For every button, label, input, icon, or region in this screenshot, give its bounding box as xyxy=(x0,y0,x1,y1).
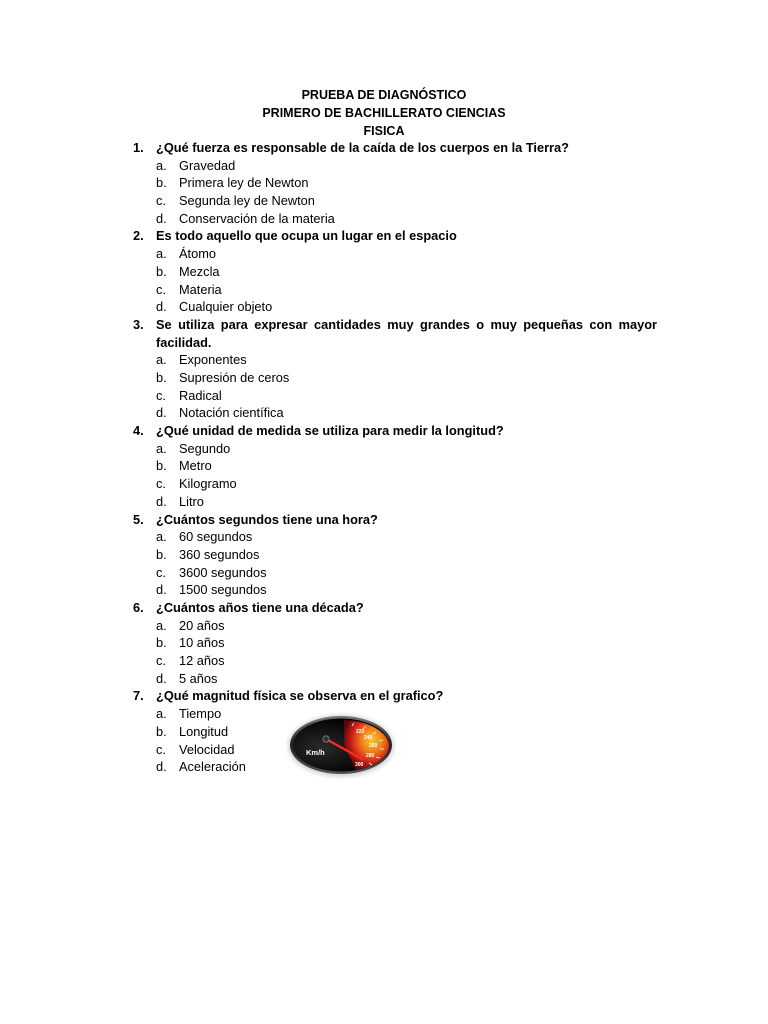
option-list xyxy=(156,440,657,511)
option-text: Supresión de ceros xyxy=(179,370,290,385)
option-item xyxy=(156,457,657,475)
option-item xyxy=(156,493,657,511)
option-text: Primera ley de Newton xyxy=(179,175,309,191)
option-letter: a. xyxy=(156,352,167,368)
tick-label-280: 280 xyxy=(366,753,375,759)
option-text: Tiempo xyxy=(179,706,222,722)
document-header xyxy=(0,86,768,140)
title-line-2: PRIMERO DE BACHILLERATO CIENCIAS xyxy=(262,106,506,120)
question-text: ¿Qué magnitud física se observa en el grafico? xyxy=(156,688,444,704)
question-number: 1. xyxy=(133,140,144,155)
option-letter: c. xyxy=(156,387,166,403)
question-text: ¿Qué fuerza es responsable de la caída de los cuerpos en la Tierra? xyxy=(156,140,569,155)
option-item xyxy=(156,157,657,175)
option-letter: a. xyxy=(156,440,167,456)
option-item xyxy=(156,758,657,776)
option-letter: b. xyxy=(156,635,167,651)
option-text: 1500 segundos xyxy=(179,582,267,598)
option-letter: c. xyxy=(156,741,166,757)
option-item xyxy=(156,263,657,281)
speedometer-hub xyxy=(323,736,329,742)
option-item xyxy=(156,192,657,210)
title-line-3: FISICA xyxy=(363,124,405,138)
option-text: Átomo xyxy=(179,246,216,262)
option-item xyxy=(156,404,657,422)
option-letter: d. xyxy=(156,299,167,315)
question-list xyxy=(133,139,657,776)
option-letter: c. xyxy=(156,564,166,580)
option-letter: b. xyxy=(156,175,167,191)
option-text: Litro xyxy=(179,493,204,509)
option-text: Velocidad xyxy=(179,741,235,757)
speedometer-image xyxy=(286,711,396,779)
option-item xyxy=(156,546,657,564)
option-list xyxy=(156,351,657,422)
option-item xyxy=(156,351,657,369)
option-letter: c. xyxy=(156,476,166,492)
question-number: 7. xyxy=(133,688,144,704)
option-item xyxy=(156,634,657,652)
option-item xyxy=(156,705,657,723)
option-text: Materia xyxy=(179,281,222,297)
question-3 xyxy=(133,316,657,422)
option-letter: a. xyxy=(156,706,167,722)
option-letter: c. xyxy=(156,281,166,297)
option-letter: c. xyxy=(156,193,166,209)
option-letter: d. xyxy=(156,582,167,598)
option-item xyxy=(156,281,657,299)
title-line-1: PRUEBA DE DIAGNÓSTICO xyxy=(301,88,467,102)
option-item xyxy=(156,298,657,316)
option-text: Aceleración xyxy=(179,759,246,775)
tick-label-240: 240 xyxy=(364,735,373,741)
option-text: Notación científica xyxy=(179,405,284,421)
option-text: 20 años xyxy=(179,617,225,633)
tick-label-260: 260 xyxy=(369,743,378,749)
option-letter: d. xyxy=(156,493,167,509)
option-item xyxy=(156,245,657,263)
option-letter: d. xyxy=(156,670,167,686)
option-text: Conservación de la materia xyxy=(179,210,335,226)
option-text: Segunda ley de Newton xyxy=(179,193,315,209)
tick-label-220: 220 xyxy=(356,729,365,735)
option-item xyxy=(156,174,657,192)
option-text: Exponentes xyxy=(179,352,247,368)
option-item xyxy=(156,670,657,688)
option-item xyxy=(156,387,657,405)
option-list xyxy=(156,617,657,688)
option-item xyxy=(156,652,657,670)
option-text: 12 años xyxy=(179,653,225,669)
question-number: 6. xyxy=(133,599,144,615)
option-letter: a. xyxy=(156,157,167,173)
question-text: ¿Cuántos segundos tiene una hora? xyxy=(156,511,378,527)
question-text: Es todo aquello que ocupa un lugar en el espacio xyxy=(156,228,457,244)
option-text: 3600 segundos xyxy=(179,564,267,580)
question-1 xyxy=(133,139,657,227)
option-item xyxy=(156,581,657,599)
option-letter: d. xyxy=(156,759,167,775)
option-text: Kilogramo xyxy=(179,476,237,492)
option-text: 360 segundos xyxy=(179,546,260,562)
question-2 xyxy=(133,227,657,315)
option-text: Segundo xyxy=(179,440,231,456)
option-list xyxy=(156,245,657,316)
option-letter: b. xyxy=(156,263,167,279)
option-item xyxy=(156,475,657,493)
option-item xyxy=(156,617,657,635)
option-item xyxy=(156,564,657,582)
question-text: ¿Cuántos años tiene una década? xyxy=(156,599,364,615)
option-letter: b. xyxy=(156,723,167,739)
option-item xyxy=(156,210,657,228)
option-item xyxy=(156,440,657,458)
option-text: Gravedad xyxy=(179,157,236,173)
option-item xyxy=(156,528,657,546)
option-text: 5 años xyxy=(179,670,218,686)
question-6 xyxy=(133,599,657,687)
option-letter: a. xyxy=(156,529,167,545)
question-number: 3. xyxy=(133,316,144,332)
question-number: 5. xyxy=(133,511,144,527)
option-letter: b. xyxy=(156,546,167,562)
option-letter: b. xyxy=(156,370,167,385)
tick-label-300: 300 xyxy=(355,762,364,768)
question-text: ¿Qué unidad de medida se utiliza para medir la longitud? xyxy=(156,423,504,439)
question-number: 2. xyxy=(133,228,144,244)
option-letter: b. xyxy=(156,458,167,474)
speedometer-unit-label: Km/h xyxy=(306,748,325,757)
option-list xyxy=(156,705,657,776)
option-text: Radical xyxy=(179,387,222,403)
option-text: 10 años xyxy=(179,635,225,651)
option-text: Mezcla xyxy=(179,263,220,279)
option-letter: a. xyxy=(156,246,167,262)
option-text: Cualquier objeto xyxy=(179,299,273,315)
option-item xyxy=(156,741,657,759)
option-letter: c. xyxy=(156,653,166,669)
option-text: Longitud xyxy=(179,723,229,739)
question-4 xyxy=(133,422,657,510)
question-number: 4. xyxy=(133,423,144,439)
question-text: Se utiliza para expresar cantidades muy grandes o muy pequeñas con mayor facilidad. xyxy=(156,316,657,350)
option-letter: d. xyxy=(156,210,167,226)
question-5 xyxy=(133,511,657,599)
option-text: Metro xyxy=(179,458,212,474)
option-item xyxy=(156,369,657,387)
option-list xyxy=(156,157,657,228)
option-letter: d. xyxy=(156,405,167,421)
option-letter: a. xyxy=(156,617,167,633)
option-text: 60 segundos xyxy=(179,529,253,545)
option-item xyxy=(156,723,657,741)
option-list xyxy=(156,528,657,599)
